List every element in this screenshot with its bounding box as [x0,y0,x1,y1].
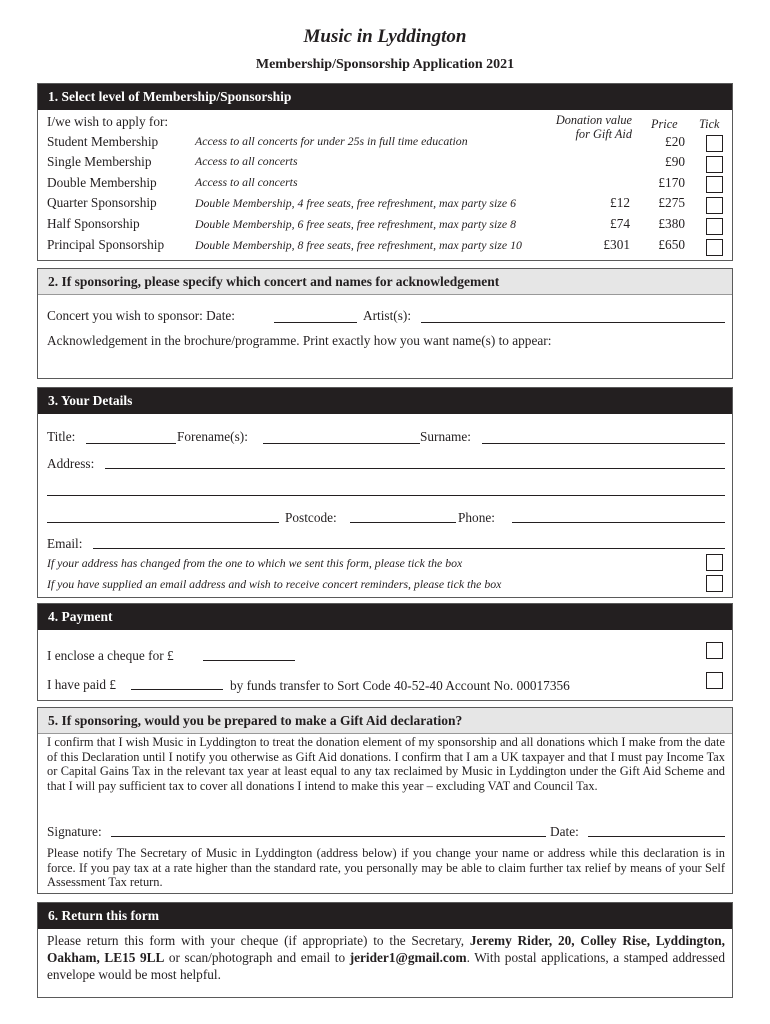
section-6-heading: 6. Return this form [38,903,732,929]
concert-date-field[interactable] [274,309,357,323]
address-changed-text: If your address has changed from the one to which we sent this form, please tick the box [47,556,463,570]
option-price: £275 [658,195,685,210]
acknowledgement-field[interactable] [47,351,725,375]
tick-box-student[interactable] [706,135,723,152]
section-your-details [37,387,733,598]
acknowledgement-label: Acknowledgement in the brochure/programme. Print exactly how you want name(s) to appear: [47,333,552,348]
address-label: Address: [47,456,95,471]
title-field[interactable] [86,430,176,444]
date-label: Date: [550,824,579,839]
option-donation: £12 [610,195,630,210]
form-title: Music in Lyddington [303,26,467,47]
option-price: £90 [665,154,685,169]
section-return-form [37,902,733,998]
signature-label: Signature: [47,824,102,839]
option-description: Access to all concerts [195,175,298,189]
transfer-tick-box[interactable] [706,672,723,689]
declaration-date-field[interactable] [588,823,725,837]
option-name: Double Membership [47,175,157,190]
apply-intro: I/we wish to apply for: [47,114,169,129]
section-5-heading: 5. If sponsoring, would you be prepared to make a Gift Aid declaration? [38,708,732,734]
form-subtitle: Membership/Sponsorship Application 2021 [255,57,515,72]
option-donation: £74 [610,216,630,231]
section-4-heading: 4. Payment [38,604,732,630]
option-name: Half Sponsorship [47,216,140,231]
option-price: £380 [658,216,685,231]
section-gift-aid [37,707,733,894]
address-line-1[interactable] [105,455,725,469]
email-field[interactable] [93,535,725,549]
signature-field[interactable] [111,823,546,837]
postcode-field[interactable] [350,509,456,523]
donation-column-header: Donation value for Gift Aid [555,113,632,141]
artist-field[interactable] [421,309,725,323]
title-label: Title: [47,429,76,444]
transfer-amount-field[interactable] [131,676,223,690]
tick-box-half[interactable] [706,218,723,235]
surname-label: Surname: [420,429,471,444]
transfer-text: by funds transfer to Sort Code 40-52-40 Account No. 00017356 [230,678,570,693]
tick-box-principal[interactable] [706,239,723,256]
tick-box-quarter[interactable] [706,197,723,214]
tick-box-double[interactable] [706,176,723,193]
tick-column-header: Tick [699,117,720,131]
option-description: Double Membership, 4 free seats, free refreshment, max party size 6 [195,196,516,210]
secretary-address: Jeremy Rider, 20, Colley Rise, Lyddington, Oakham, LE15 9LL [47,933,725,965]
section-1-heading: 1. Select level of Membership/Sponsorship [38,84,732,110]
address-changed-tick-box[interactable] [706,554,723,571]
forename-field[interactable] [263,430,420,444]
cheque-amount-field[interactable] [203,647,295,661]
notify-secretary-text: Please notify The Secretary of Music in Lyddington (address below) if you change your name or address while this declaration is in force. If you pay tax at a rate higher than the standard rate, you personally may be able to claim further tax relief by means of your Self Assessment Tax return. [47,846,725,890]
section-payment [37,603,733,701]
option-donation: £301 [603,237,630,252]
section-2-heading: 2. If sponsoring, please specify which concert and names for acknowledgement [38,269,732,295]
option-description: Double Membership, 6 free seats, free refreshment, max party size 8 [195,217,516,231]
section-sponsorship-ack [37,268,733,379]
email-label: Email: [47,536,83,551]
option-price: £20 [665,134,685,149]
address-line-3[interactable] [47,509,279,523]
email-reminders-text: If you have supplied an email address and wish to receive concert reminders, please tick the box [47,577,502,591]
phone-label: Phone: [458,510,495,525]
option-description: Access to all concerts [195,154,298,168]
cheque-label: I enclose a cheque for £ [47,648,174,663]
artist-label: Artist(s): [363,308,412,323]
option-name: Principal Sponsorship [47,237,165,252]
option-name: Single Membership [47,154,152,169]
section-membership-level [37,83,733,261]
postcode-label: Postcode: [285,510,337,525]
option-name: Quarter Sponsorship [47,195,157,210]
secretary-email[interactable]: jerider1@gmail.com [349,950,467,965]
option-price: £650 [658,237,685,252]
option-description: Access to all concerts for under 25s in full time education [195,134,468,148]
phone-field[interactable] [512,509,725,523]
forename-label: Forename(s): [177,429,248,444]
section-3-heading: 3. Your Details [38,388,732,414]
return-instructions: Please return this form with your cheque (if appropriate) to the Secretary, Jeremy Rider, 20, Colley Rise, Lyddington, Oakham, LE15 9LL or scan/photograph and email to jerider1@gmail.com. With postal applications, a stamped addressed envelope would be most helpful. [47,933,725,982]
cheque-tick-box[interactable] [706,642,723,659]
tick-box-single[interactable] [706,156,723,173]
paid-label: I have paid £ [47,677,117,692]
concert-date-label: Concert you wish to sponsor: Date: [47,308,235,323]
price-column-header: Price [651,117,678,131]
surname-field[interactable] [482,430,725,444]
option-description: Double Membership, 8 free seats, free refreshment, max party size 10 [195,238,522,252]
email-reminders-tick-box[interactable] [706,575,723,592]
address-line-2[interactable] [47,482,725,496]
option-price: £170 [658,175,685,190]
gift-aid-declaration: I confirm that I wish Music in Lyddington to treat the donation element of my sponsorship and all donations which I make from the date of this Declaration until I notify you otherwise as Gift Aid donations. I confirm that I am a UK taxpayer and that I must pay Income Tax or Capital Gains Tax in the relevant tax year at least equal to any tax reclaimed by Music in Lyddington under the Gift Aid Scheme and that I will pay sufficient tax to cover all donations I intend to make this year – excluding VAT and Council Tax. [47,735,725,793]
option-name: Student Membership [47,134,159,149]
